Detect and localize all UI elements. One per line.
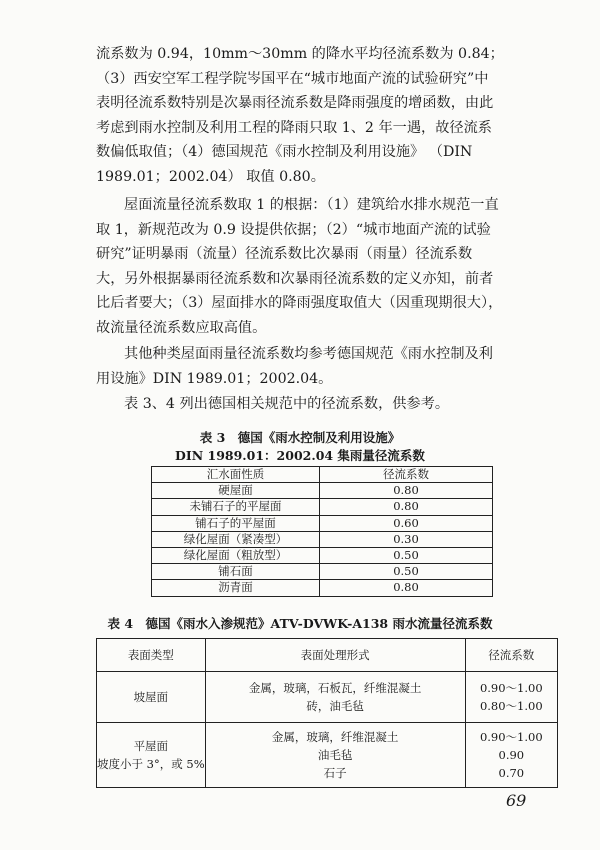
text-line: 其他种类屋面雨量径流系数均参考德国规范《雨水控制及利 bbox=[124, 346, 493, 362]
table-header-row bbox=[97, 639, 558, 672]
surface-type: 平屋面 bbox=[133, 739, 169, 753]
table-3 bbox=[151, 466, 493, 597]
surface-form: 石子 bbox=[323, 766, 347, 780]
text-line: 比后者要大；（3）屋面排水的降雨强度取值大（因重现期很大）， bbox=[96, 295, 503, 311]
text-line: 研究”证明暴雨（流量）径流系数比次暴雨（雨量）径流系数 bbox=[96, 246, 473, 262]
column-header: 径流系数 bbox=[320, 467, 493, 483]
text-line: 大，另外根据暴雨径流系数和次暴雨径流系数的定义亦知，前者 bbox=[96, 270, 494, 287]
surface-type-cell: 坡屋面 bbox=[97, 672, 206, 723]
surface-type-cell bbox=[97, 723, 206, 788]
surface-cell: 硬屋面 bbox=[152, 483, 320, 499]
text-line: 考虑到雨水控制及利用工程的降雨只取 1、2 年一遇，故径流系 bbox=[96, 119, 492, 136]
surface-cell: 绿化屋面（粗放型） bbox=[152, 547, 320, 563]
coefficient-value: 0.90～1.00 bbox=[479, 730, 543, 744]
surface-form: 金属，玻璃，纤维混凝土 bbox=[271, 730, 399, 744]
text-line: 故流量径流系数应取高值。 bbox=[96, 319, 267, 336]
text-line: 表 3、4 列出德国相关规范中的径流系数，供参考。 bbox=[124, 396, 450, 412]
table-row bbox=[152, 483, 493, 499]
surface-form-cell bbox=[205, 723, 465, 788]
coefficient-cell: 0.60 bbox=[320, 515, 493, 531]
surface-cell: 铺石子的平屋面 bbox=[152, 515, 320, 531]
coefficient-value: 0.90～1.00 bbox=[479, 681, 543, 695]
text-line: 屋面流量径流系数取 1 的根据：（1）建筑给水排水规范一直 bbox=[124, 197, 499, 213]
column-header: 表面类型 bbox=[97, 639, 206, 672]
table-row bbox=[152, 547, 493, 563]
table-row bbox=[97, 723, 558, 788]
text-line: 1989.01；2002.04） 取值 0.80。 bbox=[96, 168, 325, 185]
coefficient-cell bbox=[465, 723, 557, 788]
surface-cell: 绿化屋面（紧凑型） bbox=[152, 531, 320, 547]
table-row bbox=[152, 564, 493, 580]
surface-cell: 铺石面 bbox=[152, 564, 320, 580]
surface-form: 金属，玻璃，石板瓦，纤维混凝土 bbox=[248, 681, 422, 695]
text-line: （3）西安空军工程学院岑国平在“城市地面产流的试验研究”中 bbox=[96, 70, 489, 87]
text-line: 数偏低取值；（4）德国规范《雨水控制及利用设施》 （DIN bbox=[96, 144, 473, 160]
surface-form-cell bbox=[205, 672, 465, 723]
surface-form: 砖，油毛毡 bbox=[306, 699, 364, 713]
text-line: 用设施》DIN 1989.01；2002.04。 bbox=[96, 370, 333, 387]
coefficient-cell: 0.80 bbox=[320, 499, 493, 515]
column-header: 表面处理形式 bbox=[205, 639, 465, 672]
table3-caption-line2: DIN 1989.01：2002.04 集雨量径流系数 bbox=[175, 448, 425, 463]
surface-form: 油毛毡 bbox=[317, 748, 353, 762]
coefficient-value: 0.80～1.00 bbox=[479, 699, 543, 713]
table-4 bbox=[96, 638, 558, 788]
text-line: 表明径流系数特别是次暴雨径流系数是降雨强度的增函数，由此 bbox=[96, 95, 494, 111]
coefficient-cell bbox=[465, 672, 557, 723]
coefficient-value: 0.70 bbox=[498, 766, 525, 780]
surface-type-note: 坡度小于 3°，或 5% bbox=[97, 757, 205, 771]
table-row bbox=[97, 672, 558, 723]
table4-caption: 表 4 德国《雨水入渗规范》ATV-DVWK-A138 雨水流量径流系数 bbox=[107, 616, 493, 631]
coefficient-cell: 0.30 bbox=[320, 531, 493, 547]
coefficient-cell: 0.80 bbox=[320, 483, 493, 499]
table-header-row bbox=[152, 467, 493, 483]
coefficient-value: 0.90 bbox=[498, 748, 525, 762]
paragraph-4 bbox=[96, 392, 558, 417]
surface-cell: 未铺石子的平屋面 bbox=[152, 499, 320, 515]
text-line: 流系数为 0.94，10mm～30mm 的降水平均径流系数为 0.84； bbox=[96, 46, 504, 62]
coefficient-cell: 0.80 bbox=[320, 580, 493, 596]
paragraph-2 bbox=[96, 193, 558, 340]
table-row bbox=[152, 515, 493, 531]
text-line: 取 1，新规范改为 0.9 设提供依据；（2）“城市地面产流的试验 bbox=[96, 221, 491, 238]
table3-caption-line1: 表 3 德国《雨水控制及利用设施》 bbox=[199, 430, 401, 445]
paragraph-1 bbox=[96, 42, 558, 189]
column-header: 径流系数 bbox=[465, 639, 557, 672]
surface-cell: 沥青面 bbox=[152, 580, 320, 596]
paragraph-3 bbox=[96, 342, 558, 391]
page-number: 69 bbox=[506, 791, 527, 810]
column-header: 汇水面性质 bbox=[152, 467, 320, 483]
coefficient-cell: 0.50 bbox=[320, 547, 493, 563]
table-row bbox=[152, 580, 493, 596]
table-row bbox=[152, 531, 493, 547]
coefficient-cell: 0.50 bbox=[320, 564, 493, 580]
table-row bbox=[152, 499, 493, 515]
